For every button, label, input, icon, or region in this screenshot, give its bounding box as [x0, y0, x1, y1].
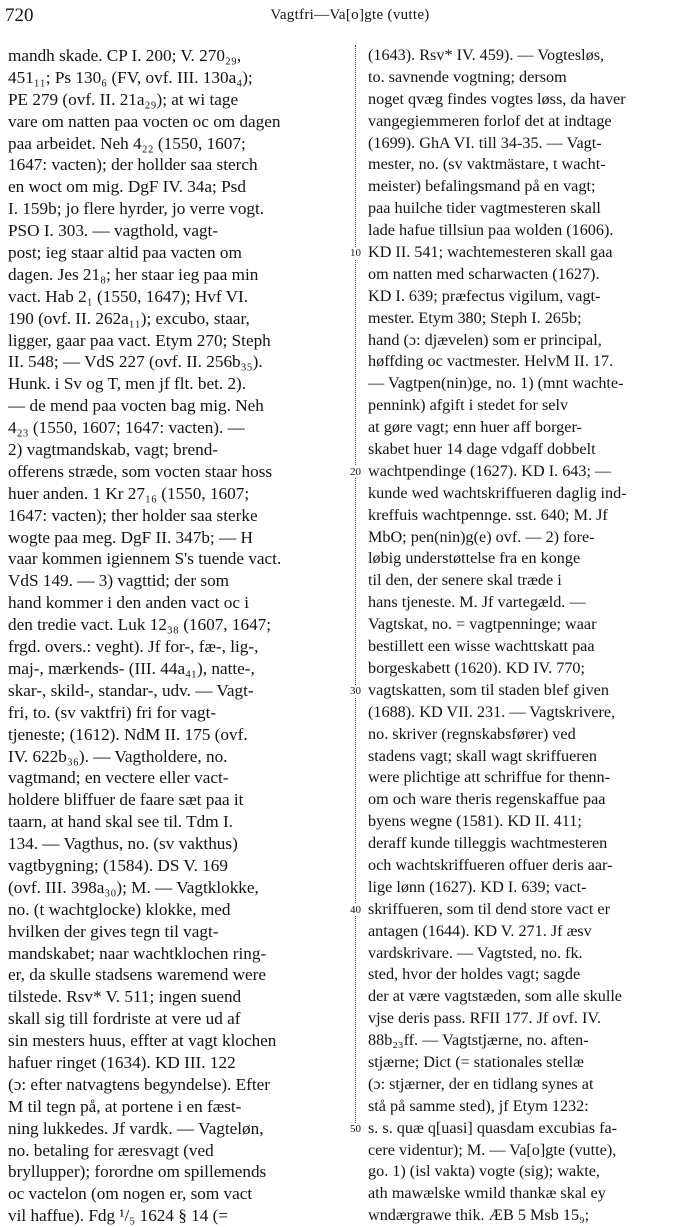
- text-line: were plichtige att schriffue for thenn-: [368, 768, 610, 787]
- text-line: 1647: vacten); der hollder saa sterch: [8, 155, 258, 175]
- text-line: hans tjeneste. M. Jf vartegæld. —: [368, 593, 586, 612]
- text-line: 451₁₁; Ps 130₆ (FV, ovf. III. 130a₄);: [8, 67, 253, 87]
- text-line: pennink) afgift i stedet for selv: [368, 396, 569, 415]
- text-line: om natten med scharwacten (1627).: [368, 264, 600, 283]
- line-number: 30: [350, 685, 361, 698]
- text-line: IV. 622b₃₆). — Vagtholdere, no.: [8, 746, 228, 766]
- text-line: I. 159b; jo flere hyrder, jo verre vogt.: [8, 199, 265, 219]
- text-line: bryllupper); forordne om spillemends: [8, 1162, 267, 1182]
- text-line: s. s. quæ q[uasi] quasdam excubias fa-: [368, 1118, 618, 1137]
- text-line: hand kommer i den anden vact oc i: [8, 593, 250, 613]
- text-line: — Vagtpen(nin)ge, no. 1) (mnt wachte-: [368, 374, 624, 393]
- text-line: skriffueren, som til dend store vact er: [368, 899, 610, 918]
- text-line: lade hafue tillsiun paa wolden (1606).: [368, 221, 614, 240]
- text-line: sin mesters huus, effter at vagt klochen: [8, 1031, 277, 1051]
- text-line: skall sig till fordriste at vere ud af: [8, 1009, 241, 1029]
- text-line: (1688). KD VII. 231. — Vagtskrivere,: [368, 702, 616, 721]
- text-line: meister) befalingsmand på en vagt;: [368, 177, 596, 196]
- text-line: paa arbeidet. Neh 4₂₂ (1550, 1607;: [8, 133, 246, 153]
- text-line: KD II. 541; wachtemesteren skall gaa: [368, 243, 613, 262]
- text-line: (ovf. III. 398a₃₀); M. — Vagtklokke,: [8, 877, 259, 897]
- line-number: 50: [350, 1123, 361, 1136]
- text-line: at gøre vagt; enn huer aff borger-: [368, 418, 582, 437]
- column-divider: [355, 45, 356, 1135]
- text-line: 1647: vacten); ther holder saa sterke: [8, 505, 258, 525]
- text-line: vagtmand; en vectere eller vact-: [8, 768, 229, 788]
- line-number: 40: [350, 904, 361, 917]
- text-line: ning lukkedes. Jf vardk. — Vagteløn,: [8, 1118, 264, 1138]
- page-number: 720: [5, 5, 34, 26]
- line-number: 10: [350, 247, 361, 260]
- text-line: cere videntur); M. — Va[o]gte (vutte),: [368, 1140, 617, 1159]
- text-line: holdere bliffuer de faare sæt paa it: [8, 790, 244, 810]
- text-line: to. savnende vogtning; dersom: [368, 67, 567, 86]
- text-line: borgeskabett (1620). KD IV. 770;: [368, 658, 586, 677]
- text-line: stadens vagt; skall wagt skriffueren: [368, 746, 597, 765]
- text-line: Vagtskat, no. = vagtpenninge; waar: [368, 615, 597, 634]
- text-line: vagtskatten, som til staden blef given: [368, 680, 609, 699]
- text-line: er, da skulle stadsens waremend were: [8, 965, 266, 985]
- text-line: oc vactelon (om nogen er, som vact: [8, 1184, 253, 1204]
- text-line: ath mawælske wmild thankæ skal ey: [368, 1184, 606, 1203]
- right-column: [368, 45, 694, 1227]
- text-line: løbig understøttelse fra en konge: [368, 549, 581, 568]
- text-line: til den, der senere skal træde i: [368, 571, 562, 590]
- text-line: paa huilche tider vagtmesteren skall: [368, 199, 601, 218]
- text-line: vagtbygning; (1584). DS V. 169: [8, 855, 228, 875]
- left-column: [8, 45, 338, 1227]
- text-line: mester, no. (sv vaktmästare, t wacht-: [368, 155, 606, 174]
- text-line: (1643). Rsv* IV. 459). — Vogtesløs,: [368, 46, 605, 64]
- line-number: 20: [350, 466, 361, 479]
- text-line: lige lønn (1627). KD I. 639; vact-: [368, 877, 587, 896]
- text-line: — de mend paa vocten bag mig. Neh: [8, 396, 264, 416]
- text-line: go. 1) (isl vakta) vogte (sig); wakte,: [368, 1162, 600, 1181]
- text-line: 134. — Vagthus, no. (sv vakthus): [8, 834, 238, 854]
- text-line: vil haffue). Fdg ¹/₅ 1624 § 14 (=: [8, 1206, 229, 1226]
- text-line: om och ware theris regenskaffue paa: [368, 790, 606, 809]
- text-line: vjse deris pass. RFII 177. Jf ovf. IV.: [368, 1009, 602, 1028]
- text-line: PE 279 (ovf. II. 21a₂₉); at wi tage: [8, 89, 239, 109]
- text-line: taarn, at hand skal see til. Tdm I.: [8, 812, 233, 832]
- text-line: tjeneste; (1612). NdM II. 175 (ovf.: [8, 724, 248, 744]
- text-line: no. betaling for æresvagt (ved: [8, 1140, 214, 1160]
- text-line: mandskabet; naar wachtklochen ring-: [8, 943, 267, 963]
- text-line: maj-, mærkends- (III. 44a₄₁), natte-,: [8, 658, 255, 678]
- text-line: kreffuis wachtpennge. sst. 640; M. Jf: [368, 505, 608, 524]
- text-line: stjærne; Dict (= stationales stellæ: [368, 1052, 584, 1071]
- text-line: 2) vagtmandskab, vagt; brend-: [8, 440, 219, 460]
- text-line: 4₂₃ (1550, 1607; 1647: vacten). —: [8, 418, 245, 438]
- text-line: M til tegn på, at portene i en fæst-: [8, 1096, 242, 1116]
- text-line: bestillett een wisse wachttskatt paa: [368, 637, 595, 656]
- text-line: (ɔ: stjærner, der en tidlang synes at: [368, 1074, 594, 1093]
- text-line: stå på samme sted), jf Etym 1232:: [368, 1096, 589, 1115]
- text-line: vare om natten paa vocten oc om dagen: [8, 111, 281, 131]
- text-line: hvilken der gives tegn til vagt-: [8, 921, 219, 941]
- text-line: den tredie vact. Luk 12₃₈ (1607, 1647;: [8, 615, 272, 635]
- text-line: mandh skade. CP I. 200; V. 270₂₉,: [8, 46, 242, 65]
- text-line: deraff kunde tilleggis wachtmesteren: [368, 834, 608, 853]
- text-line: sted, hvor der holdes vagt; sagde: [368, 965, 581, 984]
- text-line: skar-, skild-, standar-, udv. — Vagt-: [8, 680, 254, 700]
- text-line: (ɔ: efter natvagtens begyndelse). Efter: [8, 1074, 270, 1094]
- text-line: mester. Etym 380; Steph I. 265b;: [368, 308, 582, 327]
- page-header: [0, 0, 700, 40]
- text-line: II. 548; — VdS 227 (ovf. II. 256b₃₅).: [8, 352, 263, 372]
- text-line: der at være vagtstæden, som alle skulle: [368, 987, 622, 1006]
- text-line: no. skriver (regnskabsfører) ved: [368, 724, 576, 743]
- text-line: och wachtskriffueren offuer deris aar-: [368, 855, 613, 874]
- text-line: VdS 149. — 3) vagttid; der som: [8, 571, 230, 591]
- text-line: 88b₂₃ff. — Vagtstjærne, no. aften-: [368, 1031, 589, 1050]
- text-line: 190 (ovf. II. 262a₁₁); excubo, staar,: [8, 308, 250, 328]
- text-line: offerens stræde, som vocten staar hoss: [8, 461, 273, 481]
- text-line: vact. Hab 2₁ (1550, 1647); Hvf VI.: [8, 286, 249, 306]
- text-line: wndærgrawe thik. ÆB 5 Msb 15₉;: [368, 1206, 590, 1225]
- text-line: vaar kommen igiennem S's tuende vact.: [8, 549, 282, 569]
- text-line: ligger, gaar paa vact. Etym 270; Steph: [8, 330, 271, 350]
- text-line: hand (ɔ: djævelen) som er principal,: [368, 330, 602, 349]
- text-line: noget qvæg findes vogtes løss, da haver: [368, 89, 626, 108]
- text-line: huer anden. 1 Kr 27₁₆ (1550, 1607;: [8, 483, 250, 503]
- text-line: frgd. overs.: veght). Jf for-, fæ-, lig-,: [8, 637, 259, 657]
- running-head: Vagtfri—Va[o]gte (vutte): [270, 7, 430, 23]
- text-line: fri, to. (sv vaktfri) fri for vagt-: [8, 702, 217, 722]
- text-line: hafuer ringet (1634). KD III. 122: [8, 1052, 236, 1072]
- text-line: post; ieg staar altid paa vacten om: [8, 243, 242, 263]
- text-line: PSO I. 303. — vagthold, vagt-: [8, 221, 219, 241]
- text-line: tilstede. Rsv* V. 511; ingen suend: [8, 987, 242, 1007]
- text-line: skabet huer 14 dage vdgaff dobbelt: [368, 440, 596, 459]
- text-line: MbO; pen(nin)g(e) ovf. — 2) fore-: [368, 527, 595, 546]
- text-line: antagen (1644). KD V. 271. Jf æsv: [368, 921, 592, 940]
- text-line: wogte paa meg. DgF II. 347b; — H: [8, 527, 253, 547]
- text-line: høffding oc vactmester. HelvM II. 17.: [368, 352, 614, 371]
- text-line: vardskrivare. — Vagtsted, no. fk.: [368, 943, 583, 962]
- text-line: byens wegne (1581). KD II. 411;: [368, 812, 582, 831]
- text-line: wachtpendinge (1627). KD I. 643; —: [368, 461, 612, 480]
- text-line: en woct om mig. DgF IV. 34a; Psd: [8, 177, 246, 197]
- text-line: KD I. 639; præfectus vigilum, vagt-: [368, 286, 601, 305]
- text-line: no. (t wachtglocke) klokke, med: [8, 899, 231, 919]
- text-line: kunde wed wachtskriffueren daglig ind-: [368, 483, 627, 502]
- text-line: Hunk. i Sv og T, men jf flt. bet. 2).: [8, 374, 247, 394]
- text-line: (1699). GhA VI. till 34-35. — Vagt-: [368, 133, 602, 152]
- text-line: dagen. Jes 21₈; her staar ieg paa min: [8, 264, 259, 284]
- text-line: vangegiemmeren forlof det at indtage: [368, 111, 612, 130]
